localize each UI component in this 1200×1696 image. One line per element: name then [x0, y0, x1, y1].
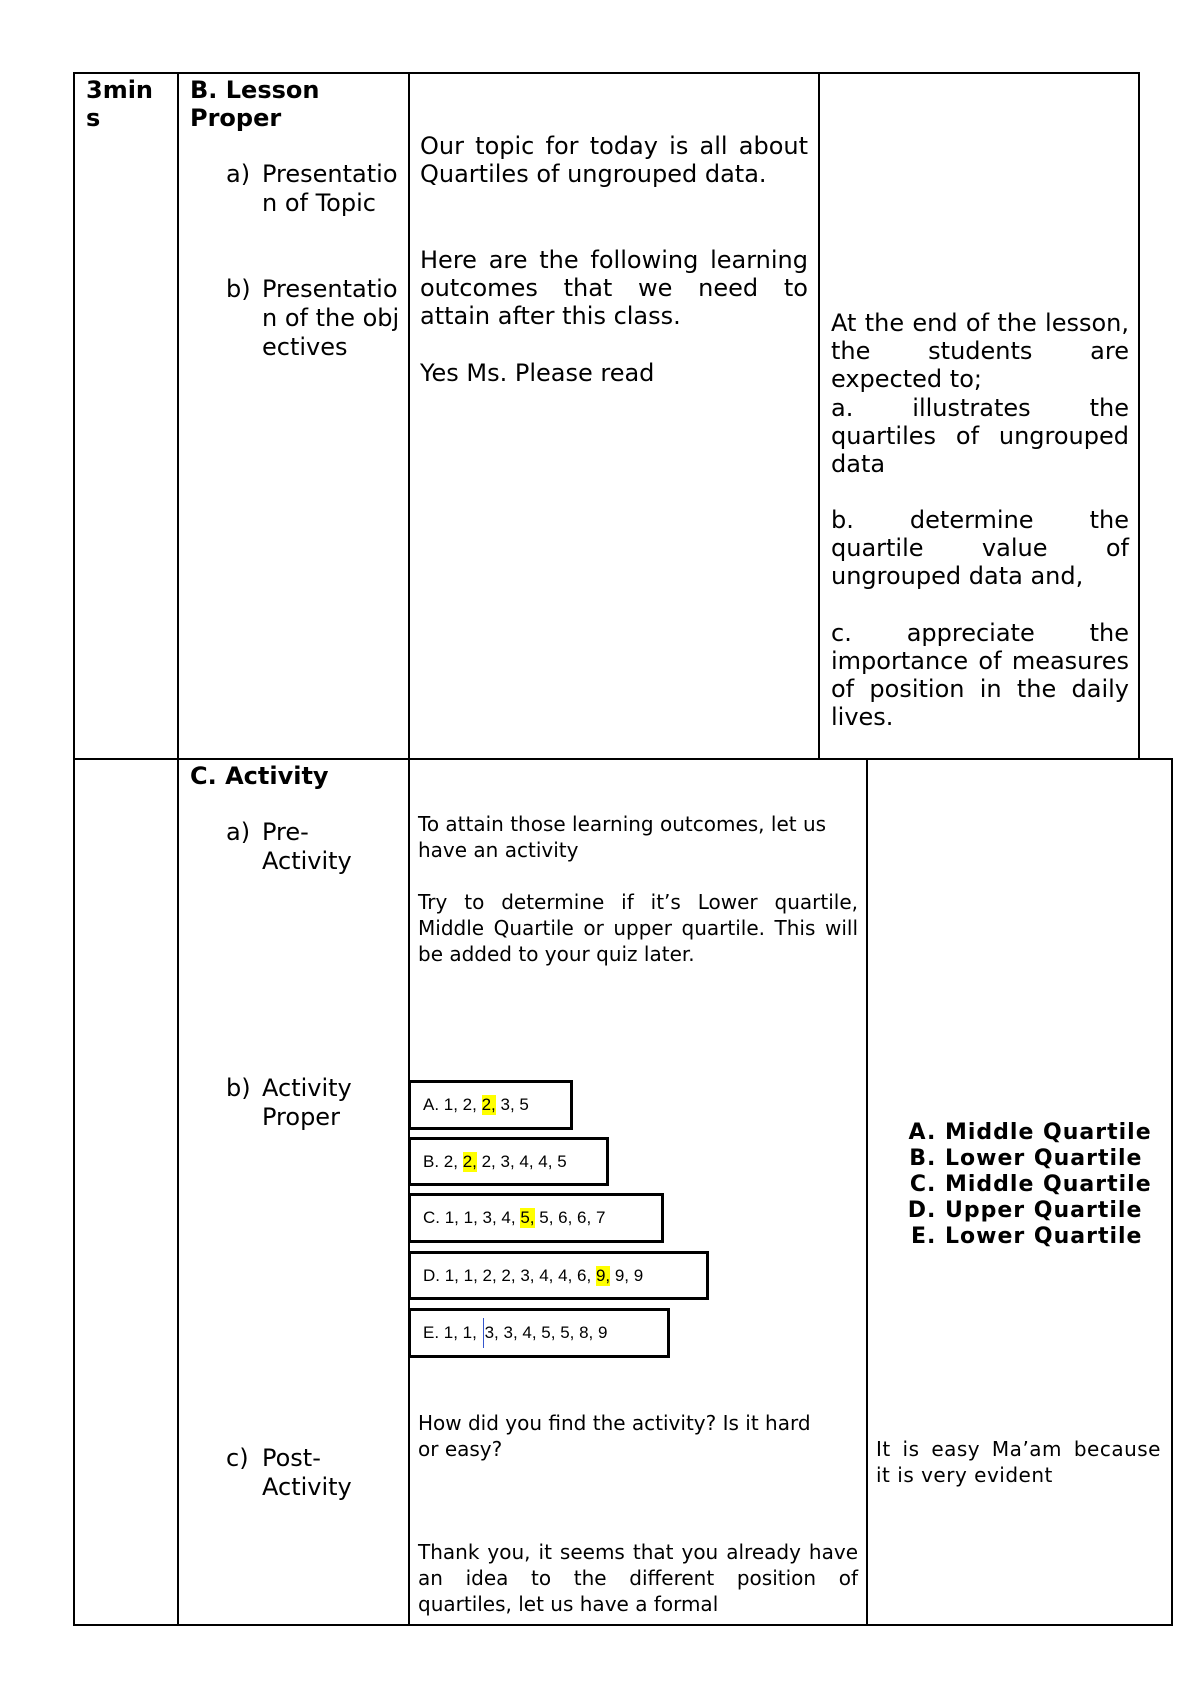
teacher-outcomes-text: Here are the following learning outcomes that we need to attain after this class. — [420, 246, 808, 330]
row2-col4-border — [866, 758, 868, 1626]
sub-item-marker: b) — [226, 1074, 251, 1102]
answer-item: C. Middle Quartile — [945, 1172, 1195, 1198]
activity-box-a — [408, 1080, 573, 1130]
answer-item: A. Middle Quartile — [945, 1120, 1195, 1146]
sub-item-presentation-topic — [226, 160, 406, 220]
sub-item-label: Pre-Activity — [262, 818, 352, 875]
box-highlight: 9, — [595, 1265, 611, 1285]
row-divider — [73, 758, 1173, 760]
teacher-topic-text: Our topic for today is all about Quartiles of ungrouped data. — [420, 132, 808, 188]
sub-item-label: Post-Activity — [262, 1444, 352, 1501]
sub-item-activity-proper — [226, 1074, 406, 1134]
time-cell: 3mins — [86, 76, 154, 132]
teacher-activity-intro: To attain those learning outcomes, let us have an activity — [418, 812, 827, 862]
sub-item-presentation-objectives — [226, 275, 406, 365]
box-highlight: 2, — [462, 1151, 477, 1171]
box-text-pre: C. 1, 1, 3, 4, — [423, 1208, 521, 1227]
box-text-pre: E. 1, 1, — [423, 1323, 482, 1342]
section-lesson-proper: B. Lesson Proper — [190, 76, 320, 132]
sub-item-post-activity — [226, 1444, 406, 1504]
row1-col4-border — [818, 72, 820, 760]
objective-c: c. appreciate the importance of measures of position in the daily lives. — [831, 619, 1129, 731]
sub-item-pre-activity — [226, 818, 406, 878]
teacher-post-question: How did you find the activity? Is it hard or easy? — [418, 1411, 811, 1461]
box-text-post: 2, 3, 4, 4, 5 — [476, 1151, 567, 1171]
text-cursor — [483, 1318, 484, 1348]
activity-box-d — [408, 1251, 709, 1300]
box-text-post: 3, 3, 4, 5, 5, 8, 9 — [484, 1323, 608, 1342]
sub-item-label: Presentation of the objectives — [262, 275, 400, 361]
answer-list — [911, 1120, 1195, 1250]
sub-item-marker: b) — [226, 275, 251, 303]
objectives-intro: At the end of the lesson, the students are expected to; — [831, 309, 1129, 393]
box-text-pre: A. 1, 2, — [423, 1095, 482, 1114]
activity-box-b — [408, 1137, 609, 1186]
sub-item-label: Activity Proper — [262, 1074, 352, 1131]
row2-left-border — [73, 758, 75, 1626]
row2-col2-border — [177, 758, 179, 1626]
objective-a: a. illustrates the quartiles of ungrouped data — [831, 394, 1129, 478]
box-highlight: 2, — [481, 1095, 496, 1114]
row2-col3-border — [408, 758, 410, 1626]
box-text-pre: D. 1, 1, 2, 2, 3, 4, 4, 6, — [423, 1265, 596, 1285]
answer-item: D. Upper Quartile — [945, 1198, 1195, 1224]
box-highlight: 5, — [520, 1208, 535, 1227]
teacher-activity-instructions: Try to determine if it’s Lower quartile, Middle Quartile or upper quartile. This will be added to your quiz later. — [418, 890, 858, 966]
activity-box-c — [408, 1193, 664, 1243]
answer-item: E. Lower Quartile — [945, 1224, 1195, 1250]
row1-left-border — [73, 72, 75, 760]
section-activity: C. Activity — [190, 762, 329, 790]
row1-right-border — [1138, 72, 1140, 760]
student-reply: It is easy Ma’am because it is very evident — [876, 1437, 1161, 1487]
sub-item-marker: a) — [226, 818, 251, 846]
sub-item-marker: c) — [226, 1444, 249, 1472]
teacher-closing-text: Thank you, it seems that you already have an idea to the different position of quartiles, let us have a formal — [418, 1540, 858, 1616]
row1-col3-border — [408, 72, 410, 760]
box-text-pre: B. 2, — [423, 1151, 463, 1171]
row1-top-border — [73, 72, 1139, 74]
row2-bottom-border — [73, 1624, 1173, 1626]
box-text-post: 3, 5 — [495, 1095, 529, 1114]
sub-item-label: Presentation of Topic — [262, 160, 398, 217]
sub-item-marker: a) — [226, 160, 251, 188]
box-text-post: 5, 6, 6, 7 — [534, 1208, 606, 1227]
box-text-post: 9, 9 — [610, 1265, 644, 1285]
teacher-read-text: Yes Ms. Please read — [420, 359, 655, 387]
activity-box-e — [408, 1308, 670, 1358]
row1-col2-border — [177, 72, 179, 760]
answer-item: B. Lower Quartile — [945, 1146, 1195, 1172]
objective-b: b. determine the quartile value of ungrouped data and, — [831, 506, 1129, 590]
